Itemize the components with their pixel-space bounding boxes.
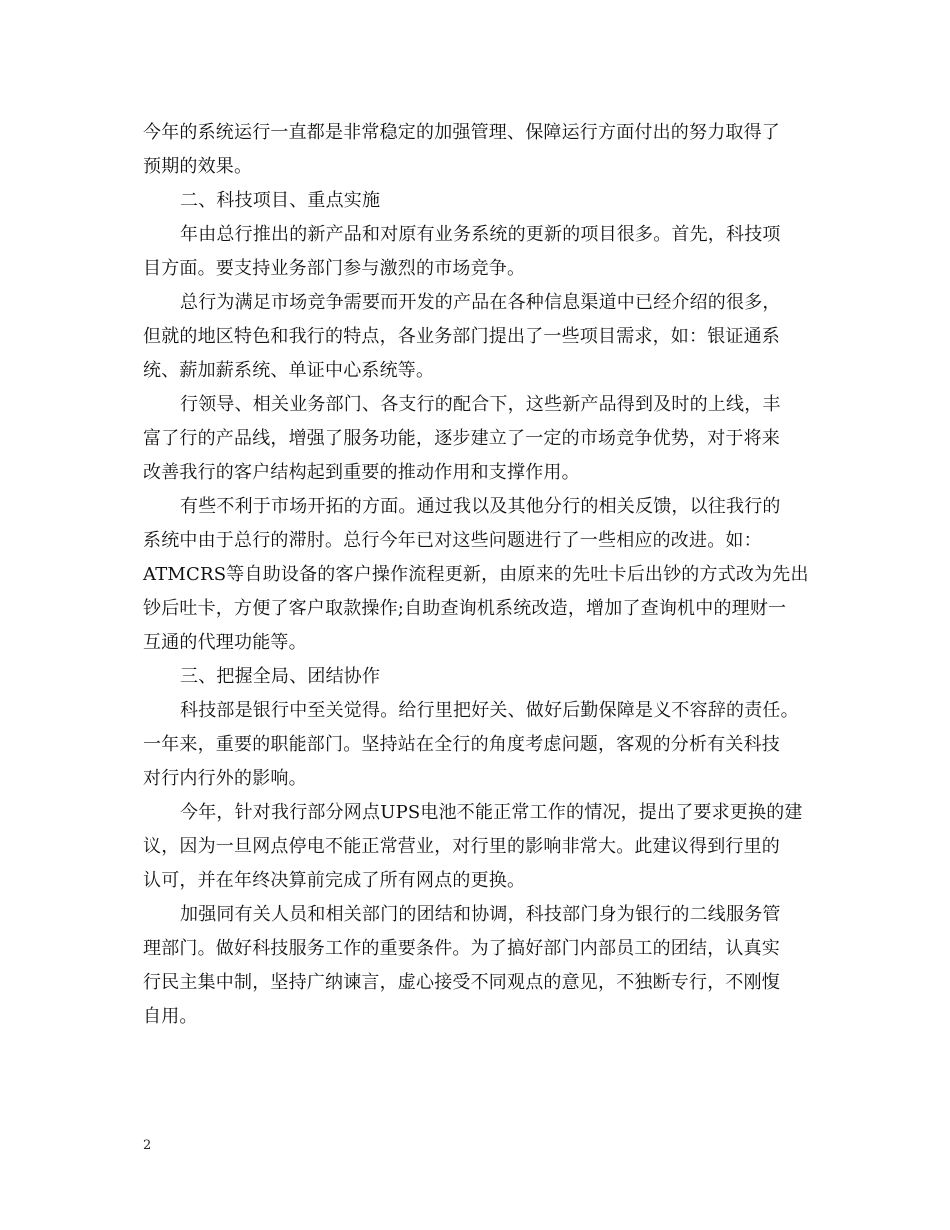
paragraph-continuation	[143, 116, 813, 184]
paragraph	[143, 694, 813, 796]
paragraph	[143, 490, 813, 660]
text-line: 改善我行的客户结构起到重要的推动作用和支撑作用。	[143, 462, 580, 483]
text-line: 理部门。做好科技服务工作的重要条件。为了搞好部门内部员工的团结，认真实	[143, 938, 780, 959]
text-line: 自用。	[143, 1006, 198, 1027]
paragraph	[143, 286, 813, 388]
text-line: 加强同有关人员和相关部门的团结和协调，科技部门身为银行的二线服务管	[180, 904, 781, 925]
text-line: 今年，针对我行部分网点UPS电池不能正常工作的情况，提出了要求更换的建	[180, 802, 803, 823]
paragraph	[143, 898, 813, 1034]
text-line: 认可，并在年终决算前完成了所有网点的更换。	[143, 870, 526, 891]
text-line: 统、薪加薪系统、单证中心系统等。	[143, 360, 435, 381]
text-line: 对行内行外的影响。	[143, 768, 307, 789]
text-line: 系统中由于总行的滞肘。总行今年已对这些问题进行了一些相应的改进。如：	[143, 530, 762, 551]
document-body	[143, 116, 813, 1034]
text-line: 行民主集中制，坚持广纳谏言，虚心接受不同观点的意见，不独断专行，不刚愎	[143, 972, 780, 993]
text-line: 科技部是银行中至关觉得。给行里把好关、做好后勤保障是义不容辞的责任。	[180, 700, 799, 721]
text-line: 一年来，重要的职能部门。坚持站在全行的角度考虑问题，客观的分析有关科技	[143, 734, 780, 755]
text-line: 互通的代理功能等。	[143, 632, 307, 653]
text-line: 行领导、相关业务部门、各支行的配合下，这些新产品得到及时的上线，丰	[180, 394, 781, 415]
paragraph	[143, 218, 813, 286]
text-line: 总行为满足市场竞争需要而开发的产品在各种信息渠道中已经介绍的很多，	[180, 292, 781, 313]
text-line: 预期的效果。	[143, 156, 253, 177]
paragraph	[143, 388, 813, 490]
text-line: 钞后吐卡，方便了客户取款操作;自助查询机系统改造，增加了查询机中的理财一	[143, 598, 787, 619]
section-heading-3	[143, 660, 813, 694]
section-heading-2	[143, 184, 813, 218]
heading-text: 二、科技项目、重点实施	[180, 190, 381, 211]
text-line: 有些不利于市场开拓的方面。通过我以及其他分行的相关反馈，以往我行的	[180, 496, 781, 517]
paragraph	[143, 796, 813, 898]
text-line: 年由总行推出的新产品和对原有业务系统的更新的项目很多。首先，科技项	[180, 224, 781, 245]
text-line: 但就的地区特色和我行的特点，各业务部门提出了一些项目需求，如：银证通系	[143, 326, 780, 347]
text-line: 富了行的产品线，增强了服务功能，逐步建立了一定的市场竞争优势，对于将来	[143, 428, 780, 449]
heading-text: 三、把握全局、团结协作	[180, 666, 381, 687]
text-line: 议，因为一旦网点停电不能正常营业，对行里的影响非常大。此建议得到行里的	[143, 836, 780, 857]
text-line: 今年的系统运行一直都是非常稳定的加强管理、保障运行方面付出的努力取得了	[143, 122, 780, 143]
page-number: 2	[143, 1138, 152, 1153]
text-line: 目方面。要支持业务部门参与激烈的市场竞争。	[143, 258, 526, 279]
text-line: ATMCRS等自助设备的客户操作流程更新，由原来的先吐卡后出钞的方式改为先出	[143, 564, 809, 585]
